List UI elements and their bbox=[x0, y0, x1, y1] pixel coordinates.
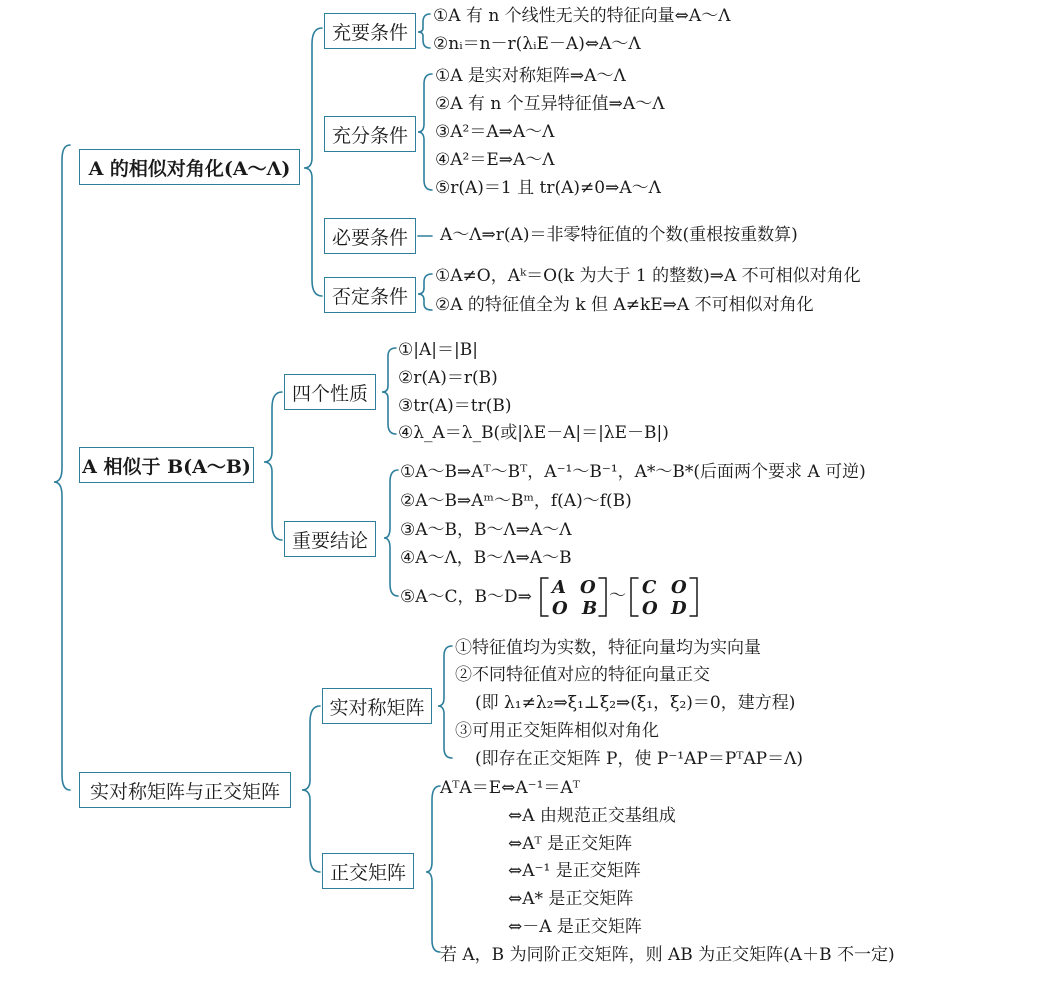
group-title-four-properties: 四个性质 bbox=[284, 374, 376, 410]
matrix-left-a12: O bbox=[580, 577, 596, 598]
matrix-left-a21: O bbox=[552, 598, 568, 619]
group-title-necessary-sufficient: 充要条件 bbox=[324, 13, 416, 49]
brace-group-4 bbox=[418, 274, 432, 310]
leaf-item: ⇔Aᵀ 是正交矩阵 bbox=[508, 834, 633, 854]
brace-group-7 bbox=[438, 646, 452, 758]
leaf-item: ②不同特征值对应的特征向量正交 bbox=[455, 665, 710, 685]
leaf-item: ②nᵢ＝n－r(λᵢE－A)⇔A～Λ bbox=[433, 34, 641, 54]
leaf-item: ②A～B⇒Aᵐ～Bᵐ，f(A)～f(B) bbox=[400, 491, 632, 511]
leaf-item: ①A 有 n 个线性无关的特征向量⇔A～Λ bbox=[433, 6, 731, 26]
section-title-symmetric-orthogonal: 实对称矩阵与正交矩阵 bbox=[79, 772, 291, 808]
brace-group-2 bbox=[418, 74, 432, 190]
section-title-diagonalization: A 的相似对角化(A～Λ) bbox=[79, 149, 300, 185]
matrix-right-a12: O bbox=[671, 577, 687, 598]
leaf-item: ③tr(A)＝tr(B) bbox=[398, 396, 512, 416]
leaf-item: ⇔A* 是正交矩阵 bbox=[508, 889, 634, 909]
matrix-left-bracket-r bbox=[599, 578, 606, 616]
leaf-item: ④A～Λ，B～Λ⇒A～B bbox=[400, 548, 572, 568]
leaf-item: ③A²＝A⇒A～Λ bbox=[435, 122, 555, 142]
leaf-item: ①A～B⇒Aᵀ～Bᵀ，A⁻¹～B⁻¹，A*～B*(后面两个要求 A 可逆) bbox=[400, 462, 866, 482]
group-title-real-symmetric: 实对称矩阵 bbox=[322, 688, 432, 724]
section-title-similarity: A 相似于 B(A～B) bbox=[79, 447, 254, 483]
brace-group-1 bbox=[418, 14, 430, 48]
leaf-item: ②A 有 n 个互异特征值⇒A～Λ bbox=[435, 94, 665, 114]
brace-group-5 bbox=[382, 348, 396, 434]
leaf-item: ④A²＝E⇒A～Λ bbox=[435, 150, 555, 170]
matrix-right-bracket-l bbox=[631, 578, 638, 616]
leaf-item: ④λ_A＝λ_B(或|λE－A|＝|λE－B|) bbox=[398, 423, 669, 443]
matrix-similar-sign: ～ bbox=[609, 586, 626, 606]
leaf-item: ⇔A⁻¹ 是正交矩阵 bbox=[508, 861, 641, 881]
leaf-item: ③A～B，B～Λ⇒A～Λ bbox=[400, 520, 572, 540]
leaf-item: ⇔－A 是正交矩阵 bbox=[508, 917, 642, 937]
matrix-right-a22: D bbox=[671, 598, 687, 619]
matrix-right-a11: C bbox=[642, 577, 657, 598]
brace-root bbox=[54, 145, 70, 790]
leaf-item: ①特征值均为实数，特征向量均为实向量 bbox=[455, 638, 761, 658]
matrix-left-a22: B bbox=[582, 598, 598, 619]
leaf-item: AᵀA＝E⇔A⁻¹＝Aᵀ bbox=[440, 778, 580, 798]
leaf-item: ⑤A～C，B～D⇒ bbox=[400, 587, 532, 607]
brace-section-3 bbox=[302, 706, 320, 872]
leaf-item: ⑤r(A)＝1 且 tr(A)≠0⇒A～Λ bbox=[435, 178, 661, 198]
matrix-left-a11: A bbox=[552, 577, 566, 598]
group-title-necessary: 必要条件 bbox=[324, 218, 416, 254]
group-title-key-conclusions: 重要结论 bbox=[284, 521, 376, 557]
leaf-item: ②A 的特征值全为 k 但 A≠kE⇒A 不可相似对角化 bbox=[435, 295, 814, 315]
matrix-left-bracket-l bbox=[541, 578, 548, 616]
leaf-item: 若 A，B 为同阶正交矩阵，则 AB 为正交矩阵(A＋B 不一定) bbox=[440, 945, 895, 965]
leaf-item: ③可用正交矩阵相似对角化 bbox=[455, 721, 659, 741]
leaf-item: ①|A|＝|B| bbox=[398, 340, 478, 360]
brace-group-6 bbox=[384, 470, 398, 596]
matrix-right-bracket-r bbox=[690, 578, 697, 616]
leaf-item: ①A 是实对称矩阵⇒A～Λ bbox=[435, 66, 626, 86]
group-title-orthogonal: 正交矩阵 bbox=[322, 853, 414, 889]
group-title-negation: 否定条件 bbox=[324, 277, 416, 313]
leaf-item: ②r(A)＝r(B) bbox=[398, 368, 498, 388]
leaf-item: ①A≠O，Aᵏ＝O(k 为大于 1 的整数)⇒A 不可相似对角化 bbox=[435, 266, 861, 286]
brace-section-1 bbox=[304, 28, 322, 296]
leaf-item: A～Λ⇒r(A)＝非零特征值的个数(重根按重数算) bbox=[440, 225, 798, 245]
leaf-item: (即存在正交矩阵 P，使 P⁻¹AP＝PᵀAP＝Λ) bbox=[475, 749, 804, 769]
leaf-item: (即 λ₁≠λ₂⇒ξ₁⊥ξ₂⇒(ξ₁，ξ₂)＝0，建方程) bbox=[475, 693, 796, 713]
matrix-right-a21: O bbox=[642, 598, 658, 619]
brace-group-8 bbox=[426, 786, 440, 952]
group-title-sufficient: 充分条件 bbox=[324, 116, 416, 152]
leaf-item: ⇔A 由规范正交基组成 bbox=[508, 806, 676, 826]
brace-section-2 bbox=[264, 392, 282, 540]
